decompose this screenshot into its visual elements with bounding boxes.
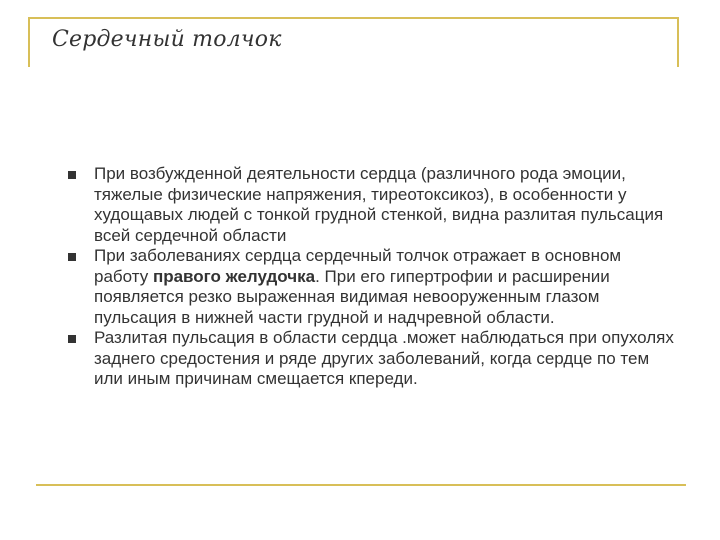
bullet-text-before: При заболеваниях сердца сердечный толчок отражает в основном работу <box>94 246 622 286</box>
bullet-list <box>68 164 683 390</box>
slide-title: Сердечный толчок <box>52 27 282 52</box>
square-bullet-icon <box>68 253 76 261</box>
bullet-text-emphasis: правого желудочка <box>152 266 316 286</box>
bullet-text: Разлитая пульсация в области сердца .может наблюдаться при опухолях заднего средостения и ряде других заболеваний, когда сердце по тем или иным причинам смещается кпереди. <box>94 328 674 388</box>
frame-left-line <box>28 17 30 67</box>
bullet-item <box>68 328 683 390</box>
bullet-text: При возбужденной деятельности сердца (различного рода эмоции, тяжелые физические напряжения, тиреотоксикоз), в особенности у худощавых людей с тонкой грудной стенкой, видна разлитая пульсация всей сердечной области <box>94 164 664 245</box>
frame-bottom-line <box>36 484 686 486</box>
bullet-item <box>68 164 683 246</box>
frame-right-line <box>677 17 679 67</box>
bullet-text <box>94 246 674 328</box>
bullet-item <box>68 246 683 328</box>
square-bullet-icon <box>68 171 76 179</box>
frame-top-line <box>28 17 678 19</box>
square-bullet-icon <box>68 335 76 343</box>
bullet-text-after: . При его гипертрофии и расширении появляется резко выраженная видимая невооруженным глазом пульсация в нижней части грудной и надчревной области. <box>94 266 610 327</box>
